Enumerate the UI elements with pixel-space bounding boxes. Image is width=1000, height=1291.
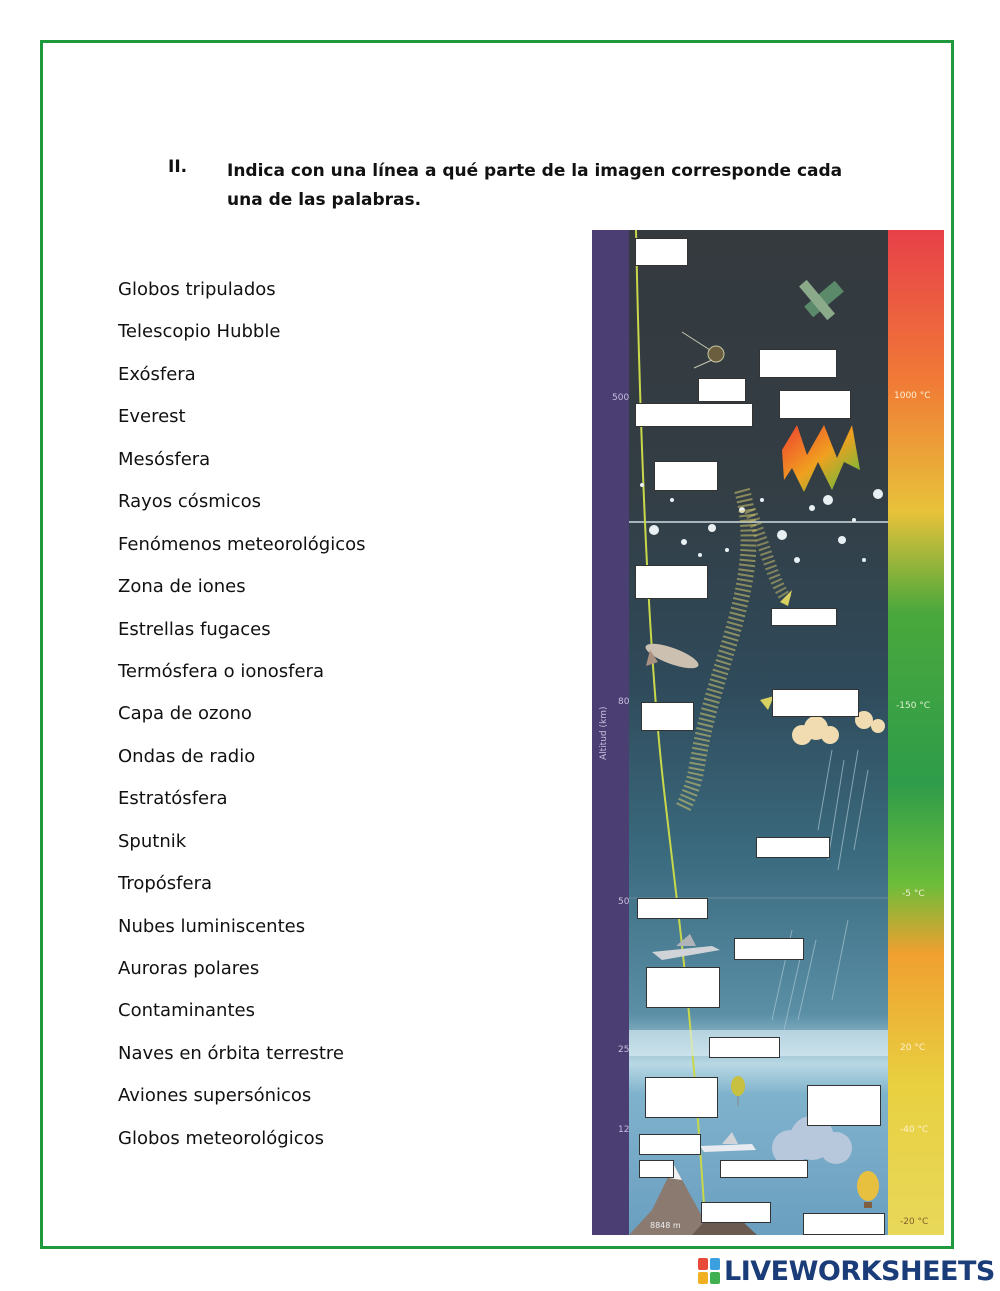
answer-box[interactable] (756, 837, 830, 858)
word-item[interactable]: Mesósfera (118, 448, 211, 470)
word-item[interactable]: Nubes luminiscentes (118, 915, 306, 937)
answer-box[interactable] (807, 1085, 881, 1126)
word-item[interactable]: Auroras polares (118, 958, 260, 979)
liveworksheets-logo (698, 1256, 995, 1286)
altitude-axis-label: Altitud (km) (599, 706, 609, 760)
everest-height-label: 8848 m (650, 1221, 681, 1230)
answer-box[interactable] (641, 702, 694, 731)
answer-box[interactable] (720, 1160, 808, 1178)
word-item[interactable]: Globos tripulados (118, 279, 276, 300)
word-item[interactable]: Tropósfera (118, 873, 213, 895)
altitude-tick: 50 (618, 897, 630, 907)
word-item[interactable]: Naves en órbita terrestre (118, 1042, 344, 1064)
answer-box[interactable] (637, 898, 708, 919)
answer-box[interactable] (635, 403, 753, 427)
logo-text: LIVEWORKSHEETS (724, 1255, 995, 1287)
temperature-tick: -20 °C (900, 1217, 929, 1227)
answer-box[interactable] (654, 461, 718, 491)
word-item[interactable]: Estrellas fugaces (118, 618, 271, 640)
word-item[interactable]: Ondas de radio (118, 745, 256, 767)
temperature-tick: 1000 °C (894, 391, 931, 401)
altitude-tick: 12 (618, 1125, 630, 1135)
instruction-number: II. (168, 157, 188, 177)
answer-box[interactable] (635, 565, 708, 599)
word-item[interactable]: Aviones supersónicos (118, 1085, 312, 1107)
word-item[interactable]: Sputnik (118, 830, 187, 852)
answer-box[interactable] (645, 1077, 718, 1118)
word-item[interactable]: Termósfera o ionosfera (118, 660, 324, 682)
answer-box[interactable] (709, 1037, 780, 1058)
answer-box[interactable] (779, 390, 851, 419)
altitude-strip (592, 230, 629, 1235)
word-item[interactable]: Telescopio Hubble (118, 321, 281, 343)
answer-box[interactable] (639, 1160, 674, 1178)
temperature-tick: -40 °C (900, 1125, 929, 1135)
liveworksheets-logo-icon (698, 1258, 720, 1284)
answer-box[interactable] (772, 689, 859, 717)
word-item[interactable]: Contaminantes (118, 1000, 255, 1022)
word-item[interactable]: Estratósfera (118, 788, 228, 810)
answer-box[interactable] (701, 1202, 771, 1223)
altitude-tick: 25 (618, 1045, 630, 1055)
word-item[interactable]: Fenómenos meteorológicos (118, 533, 366, 555)
altitude-tick: 80 (618, 697, 630, 707)
temperature-tick: -5 °C (902, 889, 925, 899)
answer-box[interactable] (803, 1213, 885, 1235)
word-item[interactable]: Globos meteorológicos (118, 1127, 324, 1149)
answer-box[interactable] (635, 238, 688, 266)
answer-box[interactable] (734, 938, 804, 960)
answer-box[interactable] (639, 1134, 701, 1155)
answer-box[interactable] (646, 967, 720, 1008)
temperature-strip (888, 230, 944, 1235)
answer-box[interactable] (771, 608, 837, 626)
temperature-tick: -150 °C (896, 701, 931, 711)
answer-box[interactable] (759, 349, 837, 378)
answer-box[interactable] (698, 378, 746, 402)
temperature-tick: 20 °C (900, 1043, 926, 1053)
instruction-text: Indica con una línea a qué parte de la imagen corresponde cada una de las palabras. (227, 161, 843, 210)
word-item[interactable]: Rayos cósmicos (118, 491, 262, 513)
word-item[interactable]: Zona de iones (118, 576, 246, 598)
word-list (118, 276, 366, 1167)
word-item[interactable]: Capa de ozono (118, 703, 252, 725)
altitude-tick: 500 (612, 393, 630, 403)
word-item[interactable]: Exósfera (118, 363, 196, 385)
word-item[interactable]: Everest (118, 406, 186, 428)
